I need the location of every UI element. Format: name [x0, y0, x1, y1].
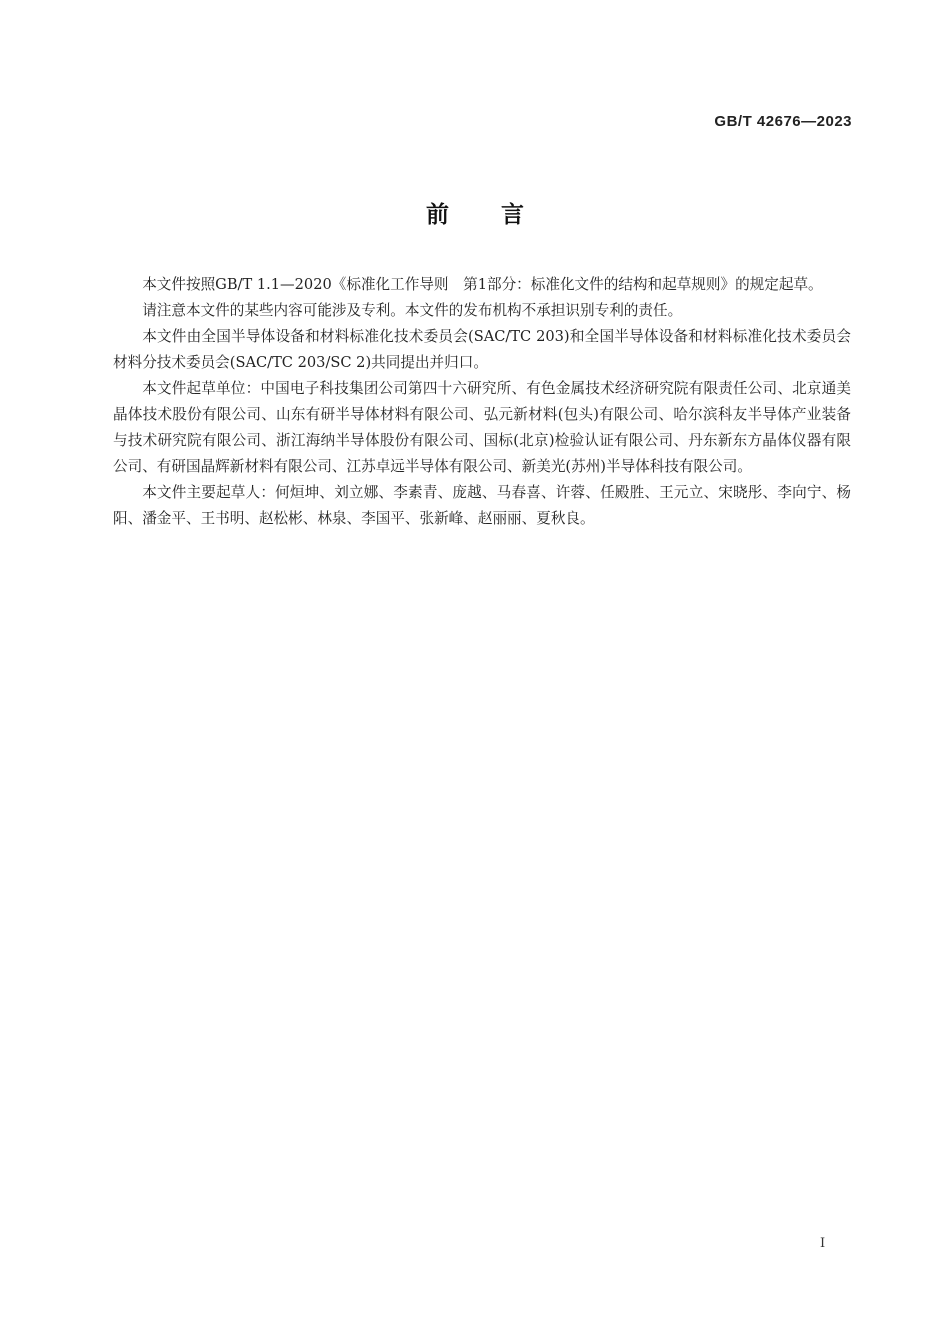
- paragraph-drafting-rules: 本文件按照GB/T 1.1—2020《标准化工作导则 第1部分：标准化文件的结构和起草规则》的规定起草。: [142, 276, 823, 293]
- standard-number: GB/T 42676—2023: [714, 113, 852, 130]
- page-number: I: [820, 1236, 826, 1251]
- paragraph-drafters: 本文件主要起草人：何烜坤、刘立娜、李素青、庞越、马春喜、许蓉、任殿胜、王元立、宋晓彤、李向宁、杨阳、潘金平、王书明、赵松彬、林泉、李国平、张新峰、赵丽丽、夏秋良。: [113, 484, 851, 527]
- paragraph-proposer: 本文件由全国半导体设备和材料标准化技术委员会(SAC/TC 203)和全国半导体设备和材料标准化技术委员会材料分技术委员会(SAC/TC 203/SC 2)共同提出并归口。: [113, 328, 851, 371]
- paragraph-drafting-units: 本文件起草单位：中国电子科技集团公司第四十六研究所、有色金属技术经济研究院有限责任公司、北京通美晶体技术股份有限公司、山东有研半导体材料有限公司、弘元新材料(包头)有限公司、哈尔滨科友半导体产业装备与技术研究院有限公司、浙江海纳半导体股份有限公司、国标(北京)检验认证有限公司、丹东新东方晶体仪器有限公司、有研国晶辉新材料有限公司、江苏卓远半导体有限公司、新美光(苏州)半导体科技有限公司。: [113, 380, 851, 475]
- foreword-body: [113, 272, 851, 532]
- paragraph-patent-notice: 请注意本文件的某些内容可能涉及专利。本文件的发布机构不承担识别专利的责任。: [142, 302, 683, 319]
- page-title: 前言: [426, 202, 576, 228]
